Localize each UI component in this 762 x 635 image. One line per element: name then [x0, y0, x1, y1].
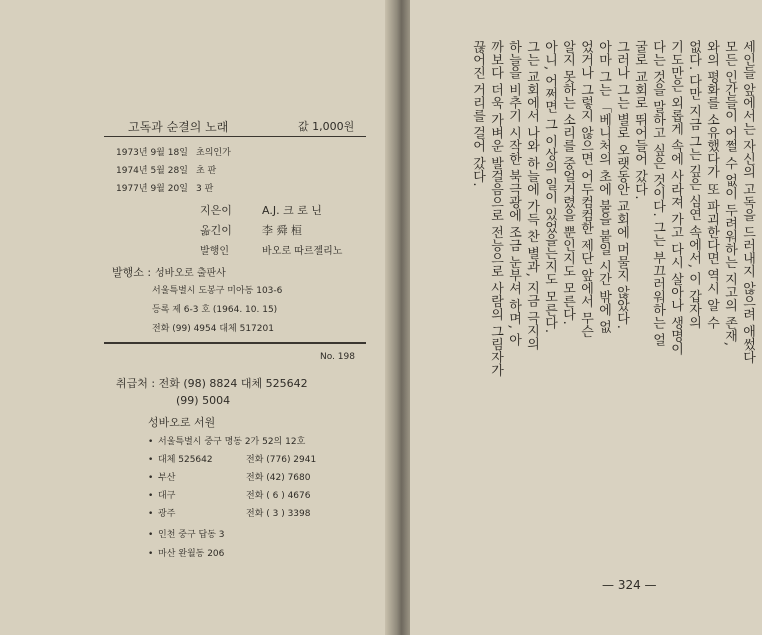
bookstore-entry-location: 부산: [158, 473, 176, 483]
translator-role: 옮긴이: [200, 224, 232, 237]
bookstore-entry: [148, 434, 305, 447]
text-column: 세인들 앞에서는 자신의 고독을 드러내지 않으려 애썼다: [740, 40, 755, 364]
page-number: — 324 —: [602, 578, 657, 592]
text-column: 그러나 그는 별로 오랫동안 교회에 머물지 않았다.: [614, 40, 629, 329]
bookstore-entry-location: 대체 525642: [158, 455, 213, 465]
bookstore-title: 성바오로 서원: [148, 416, 216, 429]
colophon-bottom-rule: [104, 342, 366, 344]
edition-label-1: 초의인가: [196, 148, 231, 158]
book-title: 고독과 순결의 노래: [128, 120, 229, 134]
text-column: 다는 것을 말하고 싶은 것이다. 그는 부끄러워하는 얼: [650, 40, 665, 347]
right-page: [410, 0, 762, 635]
issuer-role: 발행인: [200, 246, 229, 257]
bookstore-entry: [148, 470, 175, 483]
text-column: 모든 인간들이 어쩔 수 없이 두려워하는 지고의 존재,: [722, 40, 737, 347]
bookstore-entry-location: 인천 중구 답동 3: [158, 530, 225, 540]
publisher-phone: 전화 (99) 4954 대체 517201: [152, 324, 274, 334]
edition-date-2: 1974년 5월 28일: [116, 166, 188, 176]
bullet-icon: •: [148, 473, 154, 483]
author-role: 지은이: [200, 204, 232, 217]
bookstore-entry: [148, 452, 213, 465]
bookstore-entry-location: 광주: [158, 509, 176, 519]
text-column: 없다. 다만 지금 그는 깊은 심연 속에서, 이 갑자의: [686, 40, 701, 329]
text-column: 그는 교회에서 나와 하늘에 가득 찬 별과, 지금 극지의: [524, 40, 539, 351]
issuer-name: 바오로 따르젤리노: [262, 246, 343, 257]
text-column: 알지 못하는 소리를 중얼거렸을 뿐인지도 모른다.: [560, 40, 575, 325]
bookstore-entry-phone: 전화 (42) 7680: [246, 473, 311, 483]
text-column: 아니, 어쩌면 그 이상의 일이 있었을는지도 모른다.: [542, 40, 557, 334]
bullet-icon: •: [148, 455, 154, 465]
bookstore-entry-phone: 전화 ( 6 ) 4676: [246, 491, 311, 501]
bullet-icon: •: [148, 549, 154, 559]
text-column: 굴로 교회로 뛰어들어 갔다.: [632, 40, 647, 200]
publisher-address: 서울특별시 도봉구 미아동 103-6: [152, 286, 283, 296]
author-name: A.J. 크 로 닌: [262, 204, 322, 217]
bookstore-entry: [148, 527, 224, 540]
bookstore-entry-phone: 전화 (776) 2941: [246, 455, 317, 465]
edition-date-1: 1973년 9월 18일: [116, 148, 188, 158]
bookstore-entry-location: 대구: [158, 491, 176, 501]
bullet-icon: •: [148, 437, 154, 447]
colophon-top-rule: [104, 136, 366, 137]
translator-name: 李 舜 桓: [262, 224, 302, 237]
bookstore-entry: [148, 546, 224, 559]
publisher-registration: 등록 제 6-3 호 (1964. 10. 15): [152, 305, 278, 315]
bullet-icon: •: [148, 530, 154, 540]
bookstore-entry: [148, 488, 175, 501]
publisher-name: 성바오로 출판사: [155, 268, 226, 279]
bookstore-entry-address: 서울특별시 중구 명동 2가 52의 12호: [158, 437, 306, 447]
edition-label-2: 초 판: [196, 166, 217, 176]
catalog-number: No. 198: [320, 352, 355, 362]
bookstore-entry: [148, 506, 175, 519]
bookstore-entry-location: 마산 완월동 206: [158, 549, 225, 559]
text-column: 까보다 더욱 가벼운 발걸음으로 전능으로 사람의 그림자가: [488, 40, 503, 377]
bullet-icon: •: [148, 491, 154, 501]
bullet-icon: •: [148, 509, 154, 519]
text-column: 와의 평화를 소유했다가 또 파괴한다면 역시 알 수: [704, 40, 719, 329]
text-column: 었거나 그렇지 않으면 어두컴컴한 제단 앞에서 무슨: [578, 40, 593, 338]
text-column: 하늘을 비추기 시작한 북극광에 조금 눈부셔 하며, 아: [506, 40, 521, 347]
book-price: 값 1,000원: [298, 120, 355, 133]
bookstore-entry-phone: 전화 ( 3 ) 3398: [246, 509, 311, 519]
text-column: 끊어진 거리를 걸어 갔다.: [470, 40, 485, 187]
distributor-line-2: (99) 5004: [176, 394, 231, 407]
edition-date-3: 1977년 9월 20일: [116, 184, 188, 194]
distributor-line-1: 취급처 : 전화 (98) 8824 대체 525642: [116, 377, 308, 390]
publisher-label: 발행소 :: [112, 266, 152, 279]
text-column: 기도만은 외롭게 속에 사라져 가고 다시 살아나 생명이: [668, 40, 683, 355]
text-column: 아마 그는 「베니처의 초에 불을 붙일 시간 밖에 없: [596, 40, 611, 334]
edition-label-3: 3 판: [196, 184, 214, 194]
